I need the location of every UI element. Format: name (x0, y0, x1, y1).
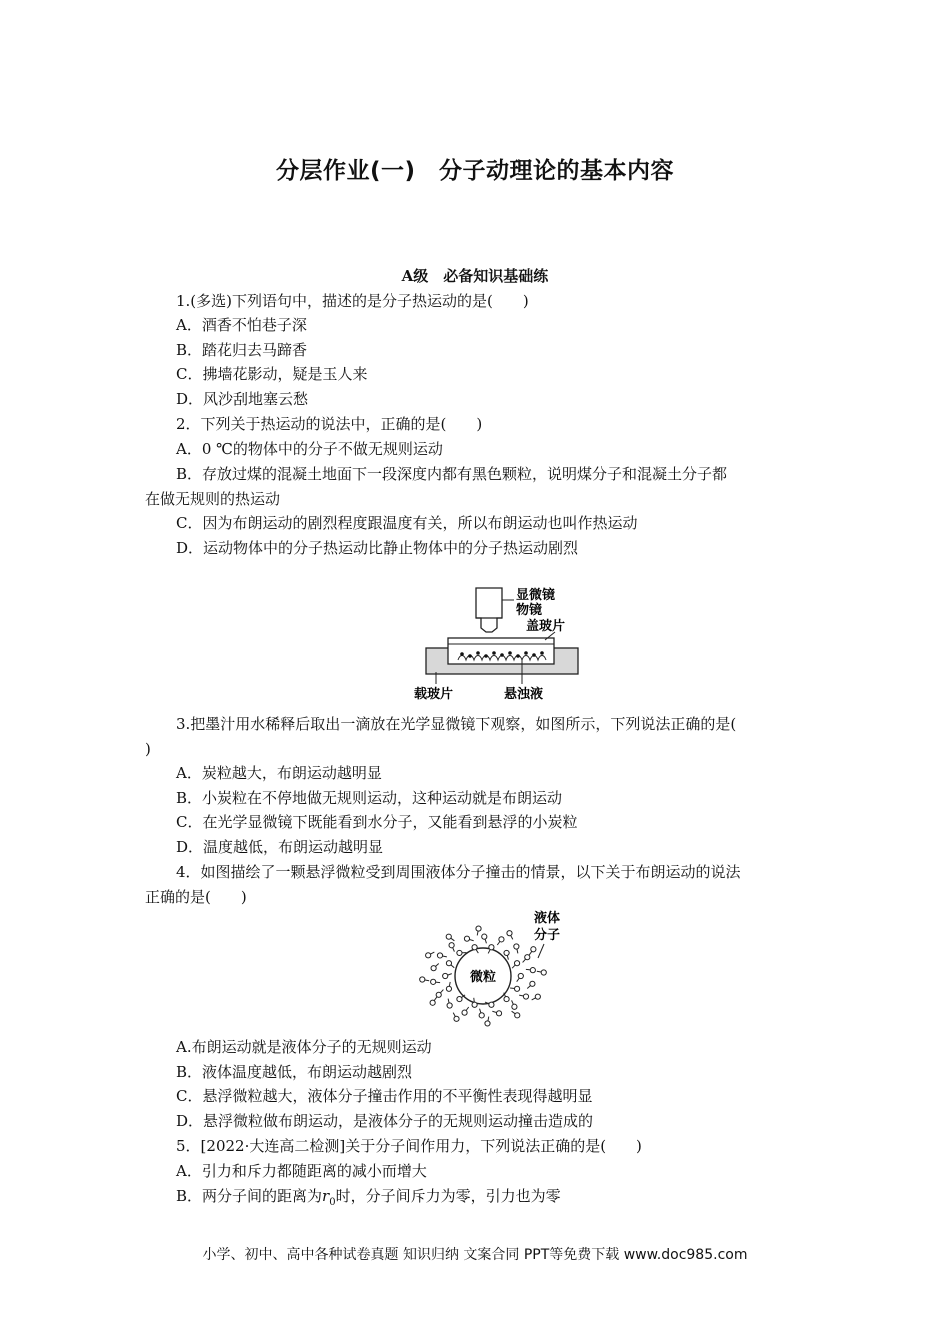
molecule-icon (464, 936, 469, 941)
molecule-icon (443, 973, 448, 978)
molecule-icon (514, 986, 519, 991)
particle-figure (410, 906, 590, 1032)
molecule-icon (504, 950, 509, 955)
q4-option-d: D．悬浮微粒做布朗运动，是液体分子的无规则运动撞击造成的 (176, 1112, 594, 1130)
molecule-icon (512, 1004, 517, 1009)
molecule-icon (531, 947, 536, 952)
section-heading: A级 必备知识基础练 (401, 267, 549, 285)
q3-option-a: A．炭粒越大，布朗运动越明显 (176, 764, 382, 782)
q5-option-b-sub: 0 (329, 1197, 336, 1208)
q5-stem: 5．[2022·大连高二检测]关于分子间作用力，下列说法正确的是( ) (176, 1137, 642, 1155)
q3-option-d: D．温度越低，布朗运动越明显 (176, 838, 384, 856)
molecule-icon (507, 931, 512, 936)
molecule-icon (446, 986, 451, 991)
q5-option-b-r: r (322, 1187, 330, 1205)
q3-stem-line2: ) (145, 740, 151, 758)
molecule-icon (431, 979, 436, 984)
objective-lens-icon (476, 588, 502, 632)
molecule-icon (430, 1000, 435, 1005)
q5-option-b-post: 时，分子间斥力为零，引力也为零 (335, 1187, 561, 1205)
molecule-icon (479, 1013, 484, 1018)
molecule-icon (449, 943, 454, 948)
molecule-icon (457, 996, 462, 1001)
q1-option-c: C．拂墙花影动，疑是玉人来 (176, 365, 368, 383)
q4-option-b: B．液体温度越低，布朗运动越剧烈 (176, 1063, 413, 1081)
q2-option-b-line2: 在做无规则的热运动 (145, 490, 281, 508)
q2-option-d: D．运动物体中的分子热运动比静止物体中的分子热运动剧烈 (176, 539, 579, 557)
molecule-icon (535, 994, 540, 999)
molecule-icon (499, 937, 504, 942)
q2-stem: 2．下列关于热运动的说法中，正确的是( ) (176, 415, 483, 433)
q5-option-a: A．引力和斥力都随距离的减小而增大 (176, 1162, 427, 1180)
molecule-icon (518, 973, 523, 978)
molecule-icon (514, 961, 519, 966)
q5-option-b-pre: B．两分子间的距离为 (176, 1187, 323, 1205)
q3-option-b: B．小炭粒在不停地做无规则运动，这种运动就是布朗运动 (176, 789, 563, 807)
label-microscope: 显微镜 (516, 588, 556, 603)
q1-option-a: A．酒香不怕巷子深 (176, 316, 307, 334)
molecule-icon (426, 953, 431, 958)
molecule-icon (489, 945, 494, 950)
molecule-icon (485, 1021, 490, 1026)
molecule-icon (431, 966, 436, 971)
molecule-icon (489, 1002, 494, 1007)
label-suspension: 悬浊液 (504, 687, 544, 702)
molecule-icon (525, 955, 530, 960)
q5-option-b (176, 1184, 841, 1216)
q2-option-b-line1: B．存放过煤的混凝土地面下一段深度内都有黑色颗粒，说明煤分子和混凝土分子都 (176, 465, 728, 483)
molecule-icon (530, 981, 535, 986)
q3-stem-line1: 3.把墨汁用水稀释后取出一滴放在光学显微镜下观察，如图所示，下列说法正确的是( (176, 715, 737, 733)
label-liquid: 液体 (534, 911, 561, 926)
molecule-icon (454, 1016, 459, 1021)
label-cover-glass: 盖玻片 (526, 619, 566, 634)
q1-option-d: D．风沙刮地塞云愁 (176, 390, 309, 408)
q2-option-a: A．0 ℃的物体中的分子不做无规则运动 (176, 440, 443, 458)
molecule-icon (462, 1010, 467, 1015)
molecule-icon (496, 1011, 501, 1016)
label-molecule: 分子 (534, 928, 561, 943)
molecule-icon (541, 970, 546, 975)
molecule-icon (476, 926, 481, 931)
molecule-icon (482, 934, 487, 939)
molecule-icon (530, 968, 535, 973)
molecule-icon (437, 953, 442, 958)
q1-stem: 1.(多选)下列语句中，描述的是分子热运动的是( ) (176, 292, 529, 310)
microscope-figure (400, 584, 600, 704)
q2-option-c: C．因为布朗运动的剧烈程度跟温度有关，所以布朗运动也叫作热运动 (176, 514, 638, 532)
molecule-icon (515, 1013, 520, 1018)
molecule-icon (514, 944, 519, 949)
q4-stem-line2: 正确的是( ) (145, 888, 247, 906)
molecule-icon (446, 934, 451, 939)
molecule-icon (420, 977, 425, 982)
label-particle: 微粒 (469, 970, 497, 985)
q3-option-c: C．在光学显微镜下既能看到水分子，又能看到悬浮的小炭粒 (176, 813, 578, 831)
molecule-icon (446, 961, 451, 966)
molecule-icon (472, 945, 477, 950)
q4-option-c: C．悬浮微粒越大，液体分子撞击作用的不平衡性表现得越明显 (176, 1087, 593, 1105)
page-footer: 小学、初中、高中各种试卷真题 知识归纳 文案合同 PPT等免费下载 www.doc985.com (202, 1247, 748, 1263)
label-slide: 载玻片 (414, 687, 454, 702)
molecule-icon (504, 996, 509, 1001)
q1-option-b: B．踏花归去马蹄香 (176, 341, 308, 359)
q4-option-a: A.布朗运动就是液体分子的无规则运动 (176, 1038, 432, 1056)
page-title: 分层作业(一) 分子动理论的基本内容 (275, 158, 675, 184)
molecule-icon (523, 994, 528, 999)
molecule-icon (447, 1003, 452, 1008)
q4-stem-line1: 4．如图描绘了一颗悬浮微粒受到周围液体分子撞击的情景，以下关于布朗运动的说法 (176, 863, 741, 881)
label-objective: 物镜 (516, 603, 543, 618)
molecule-icon (457, 950, 462, 955)
molecule-icon (436, 992, 441, 997)
molecule-icon (472, 1002, 477, 1007)
